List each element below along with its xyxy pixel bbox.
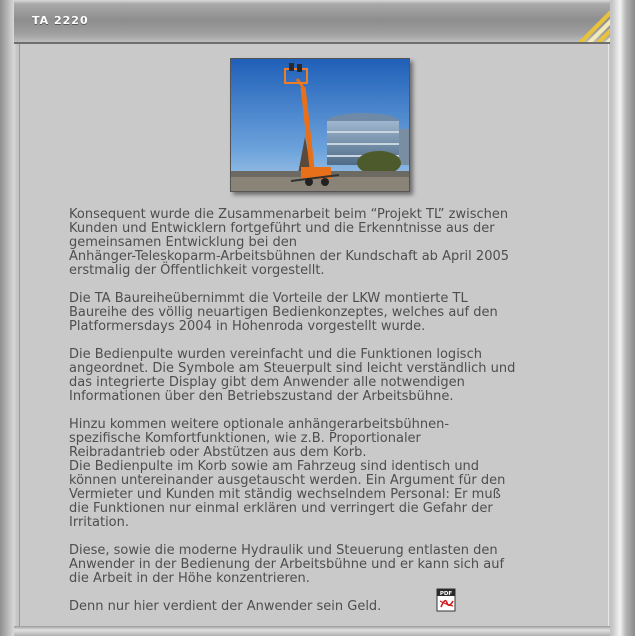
pdf-download-icon[interactable] [436,588,458,612]
paragraph: Die Bedienpulte wurden vereinfacht und die Funktionen logisch angeordnet. Die Symbole am Steuerpult sind leicht verständlich und das integrierte Display gibt dem Anwender alle notwendigen Informationen über den Betriebszustand der Arbeitsbühne. [69,347,516,404]
pdf-icon-label: PDF [439,591,453,597]
page-title: TA 2220 [32,14,89,27]
article-text [69,208,563,628]
paragraph: Konsequent wurde die Zusammenarbeit beim “Projekt TL” zwischen Kunden und Entwicklern fortgeführt und die Erkenntnisse aus der gemeinsamen Entwicklung bei den Anhänger-Teleskoparm-Arbeitsbühnen der Kundschaft ab April 2005 erstmalig der Öffentlichkeit vorgestellt. [69,207,510,278]
paragraph: Denn nur hier verdient der Anwender sein Geld. [69,599,382,614]
paragraph: Hinzu kommen weitere optionale anhängerarbeitsbühnen- spezifische Komfortfunktionen, wie z.B. Proportionaler Reibradantrieb oder Abstützen aus dem Korb. Die Bedienpulte im Korb sowie am Fahrzeug sind identisch und können untereinander ausgetauscht werden. Ein Argument für den Vermieter und Kunden mit ständig wechselndem Personal: Er muß die Funktionen nur einmal erklären und verringert die Gefahr der Irritation. [69,417,506,530]
footer-bar [14,626,610,636]
header-bar [14,0,610,44]
paragraph: Diese, sowie die moderne Hydraulik und Steuerung entlasten den Anwender in der Bedienung der Arbeitsbühne und er kann sich auf die Arbeit in der Höhe konzentrieren. [69,543,505,586]
paragraph: Die TA Baureiheübernimmt die Vorteile der LKW montierte TL Baureihe des völlig neuartigen Bedienkonzeptes, welches auf den Platformersdays 2004 in Hohenroda vorgestellt wurde. [69,291,498,334]
product-photo [230,58,410,192]
corner-stripes-decoration [576,10,610,42]
